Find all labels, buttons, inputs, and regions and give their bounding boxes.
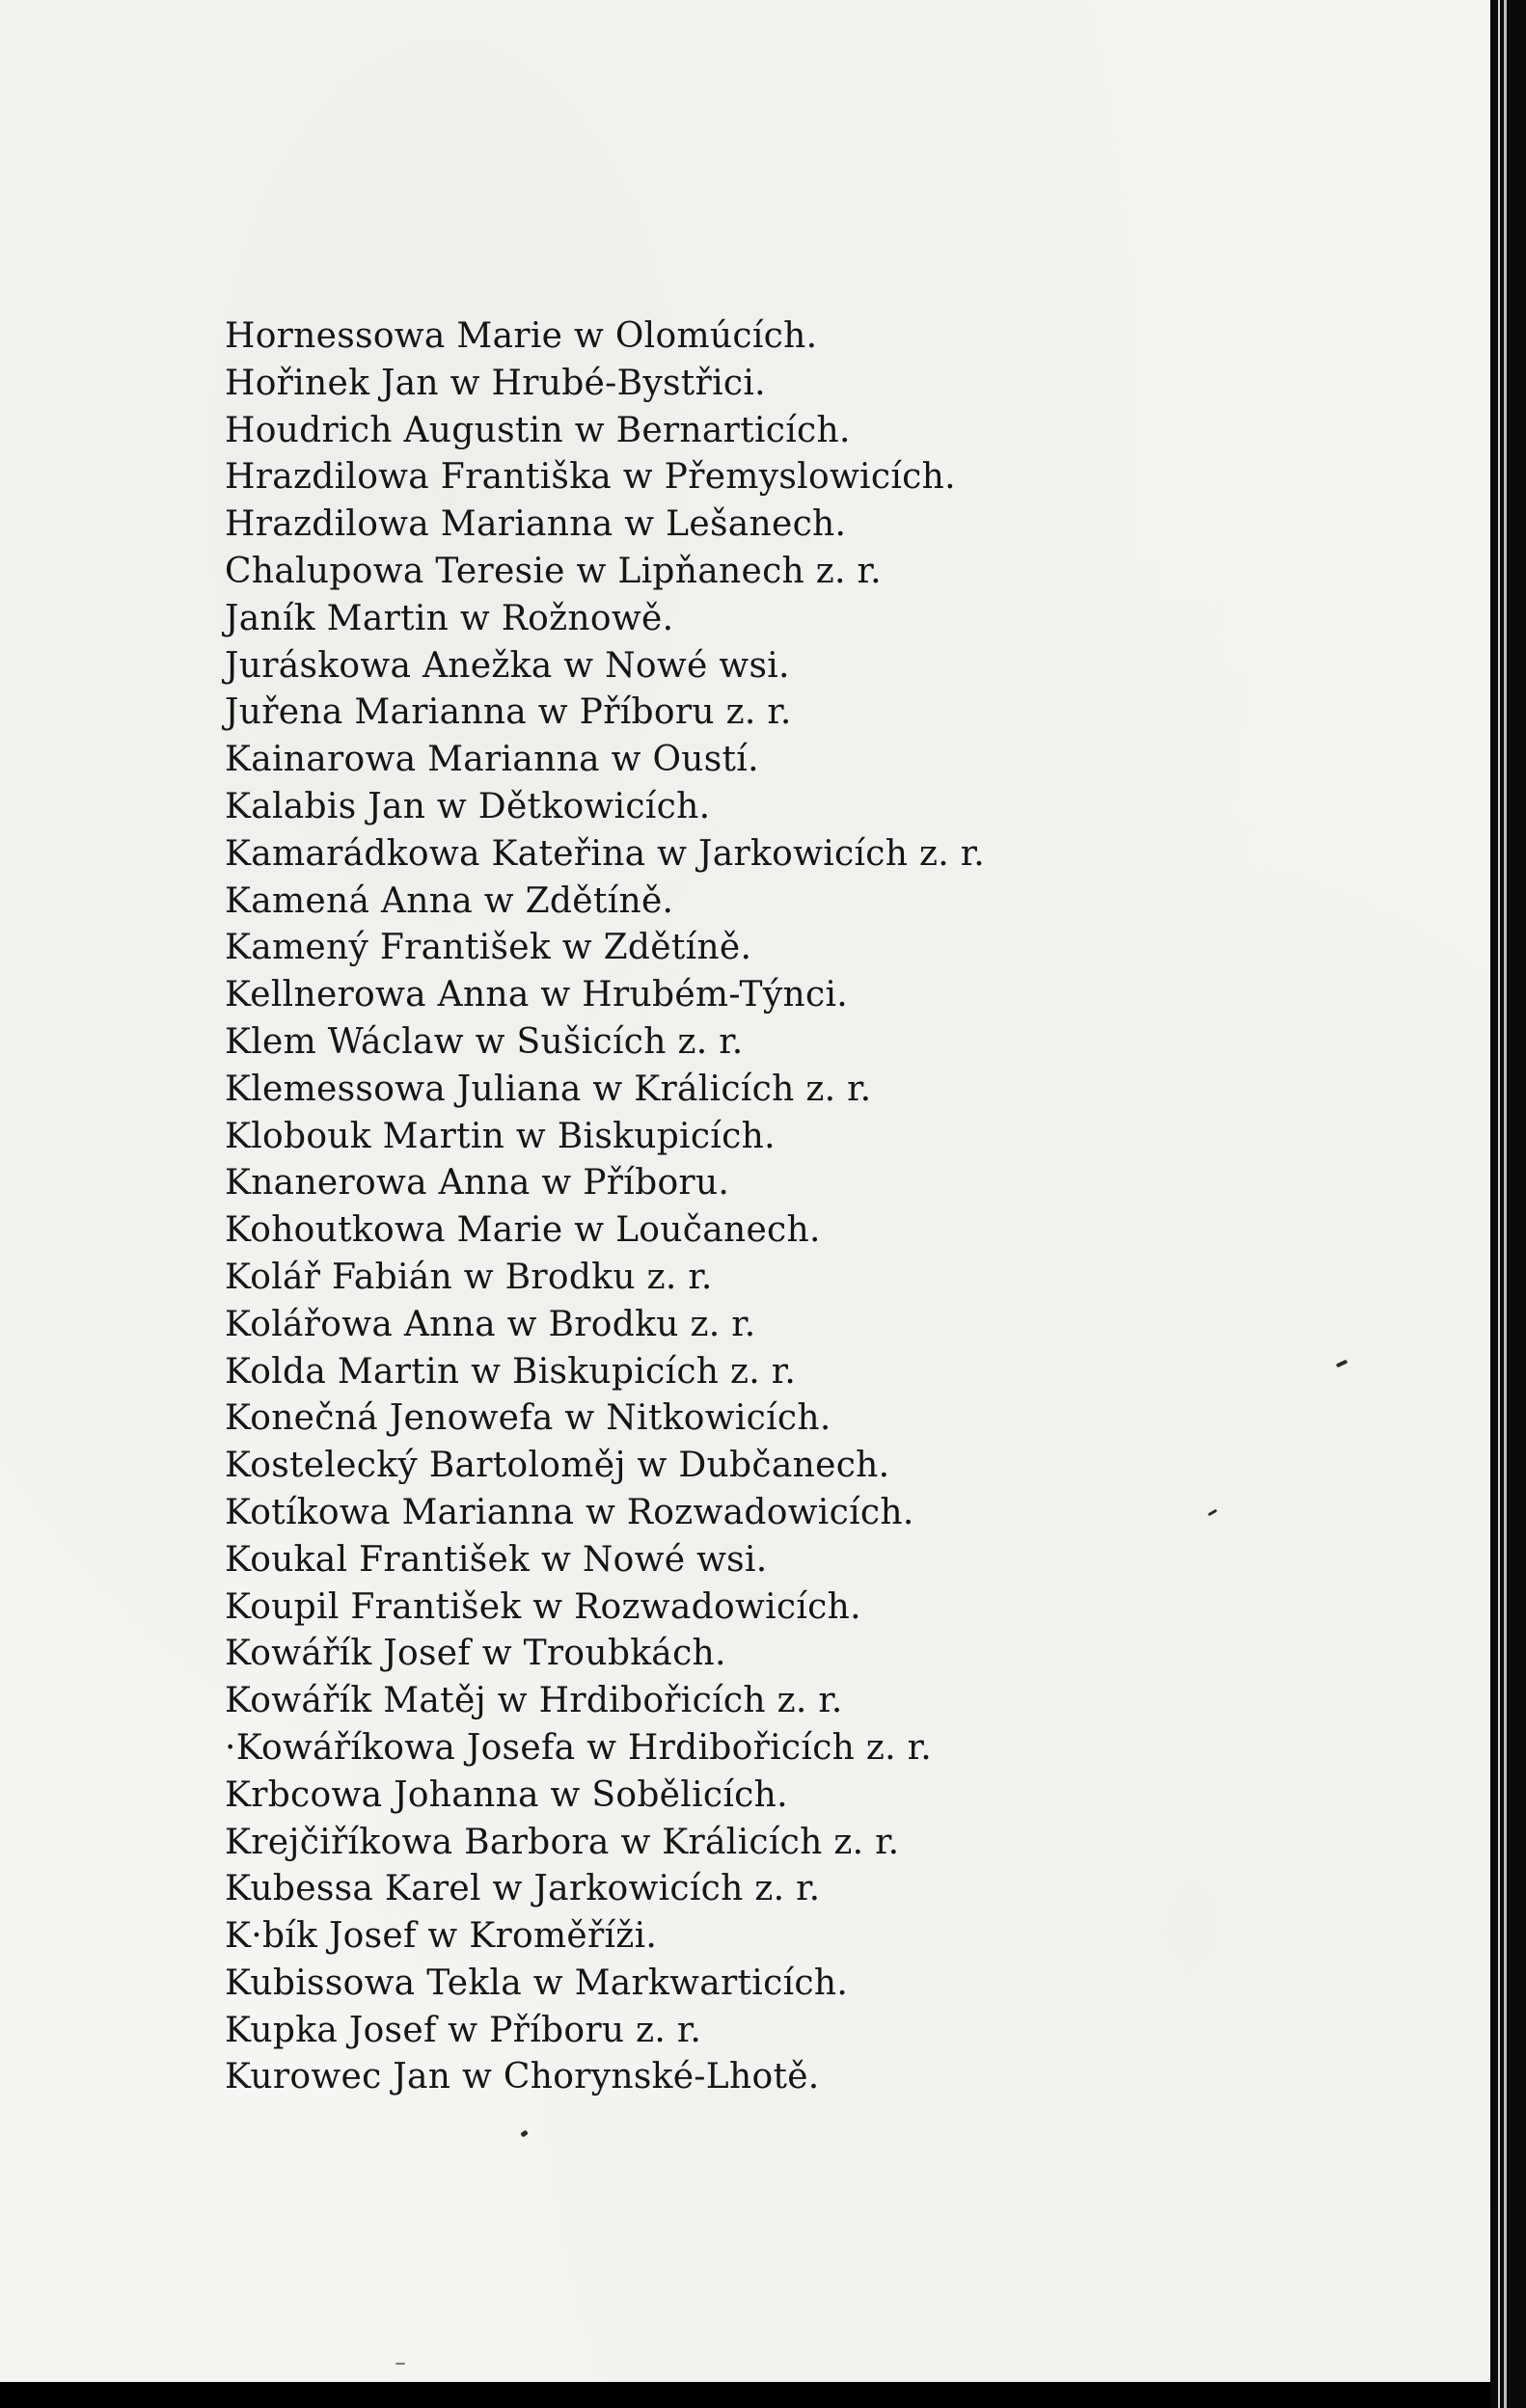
list-entry: Krbcowa Johanna w Sobělicích. bbox=[225, 1774, 788, 1815]
list-entry: Koupil František w Rozwadowicích. bbox=[225, 1586, 861, 1627]
list-entry: Kamená Anna w Zdětíně. bbox=[225, 880, 674, 921]
list-entry: Krejčiříkowa Barbora w Králicích z. r. bbox=[225, 1822, 900, 1862]
list-entry: Hrazdilowa Františka w Přemyslowicích. bbox=[225, 457, 956, 498]
list-entry: Kowářík Josef w Troubkách. bbox=[225, 1634, 726, 1674]
list-entry: Kupka Josef w Příboru z. r. bbox=[225, 2010, 702, 2050]
list-entry: Hornessowa Marie w Olomúcích. bbox=[225, 316, 818, 356]
ink-speck bbox=[395, 2363, 405, 2365]
scan-border bbox=[0, 2382, 1490, 2408]
list-entry: Kalabis Jan w Dětkowicích. bbox=[225, 786, 711, 826]
list-entry: Kowářík Matěj w Hrdibořicích z. r. bbox=[225, 1681, 843, 1721]
list-entry: Kainarowa Marianna w Oustí. bbox=[225, 740, 759, 780]
list-entry: Kamarádkowa Kateřina w Jarkowicích z. r. bbox=[225, 833, 986, 874]
list-entry: Klem Wáclaw w Sušicích z. r. bbox=[225, 1021, 744, 1062]
list-entry: Kellnerowa Anna w Hrubém-Týnci. bbox=[225, 975, 848, 1015]
scan-edge bbox=[1490, 0, 1526, 2408]
list-entry: Kohoutkowa Marie w Loučanech. bbox=[225, 1210, 821, 1251]
list-entry: Kolářowa Anna w Brodku z. r. bbox=[225, 1304, 756, 1344]
list-entry: Juráskowa Anežka w Nowé wsi. bbox=[225, 645, 790, 686]
list-entry: Hořinek Jan w Hrubé-Bystřici. bbox=[225, 363, 766, 403]
list-entry: ·Kowáříkowa Josefa w Hrdibořicích z. r. bbox=[225, 1727, 932, 1768]
list-entry: Klobouk Martin w Biskupicích. bbox=[225, 1116, 776, 1156]
list-entry: Kotíkowa Marianna w Rozwadowicích. bbox=[225, 1492, 914, 1532]
list-entry: Knanerowa Anna w Příboru. bbox=[225, 1163, 730, 1204]
list-entry: Hrazdilowa Marianna w Lešanech. bbox=[225, 504, 847, 545]
list-entry: Kamený František w Zdětíně. bbox=[225, 928, 752, 968]
list-entry: Klemessowa Juliana w Králicích z. r. bbox=[225, 1069, 872, 1109]
list-entry: Kubessa Karel w Jarkowicích z. r. bbox=[225, 1869, 821, 1909]
list-entry: Janík Martin w Rožnowě. bbox=[225, 598, 674, 638]
list-entry: Koukal František w Nowé wsi. bbox=[225, 1539, 768, 1580]
list-entry: Kostelecký Bartoloměj w Dubčanech. bbox=[225, 1446, 890, 1486]
list-entry: Kolář Fabián w Brodku z. r. bbox=[225, 1257, 713, 1297]
list-entry: Chalupowa Teresie w Lipňanech z. r. bbox=[225, 551, 882, 591]
list-entry: Kurowec Jan w Chorynské-Lhotě. bbox=[225, 2057, 820, 2097]
ink-speck bbox=[520, 2129, 529, 2137]
list-entry: Juřena Marianna w Příboru z. r. bbox=[225, 692, 792, 733]
list-entry: Konečná Jenowefa w Nitkowicích. bbox=[225, 1398, 831, 1439]
list-entry: Kubissowa Tekla w Markwarticích. bbox=[225, 1962, 849, 2003]
list-entry: Kolda Martin w Biskupicích z. r. bbox=[225, 1351, 797, 1392]
list-entry: Houdrich Augustin w Bernarticích. bbox=[225, 410, 851, 450]
name-list bbox=[225, 313, 1421, 2101]
list-entry: K·bík Josef w Kroměříži. bbox=[225, 1916, 658, 1957]
